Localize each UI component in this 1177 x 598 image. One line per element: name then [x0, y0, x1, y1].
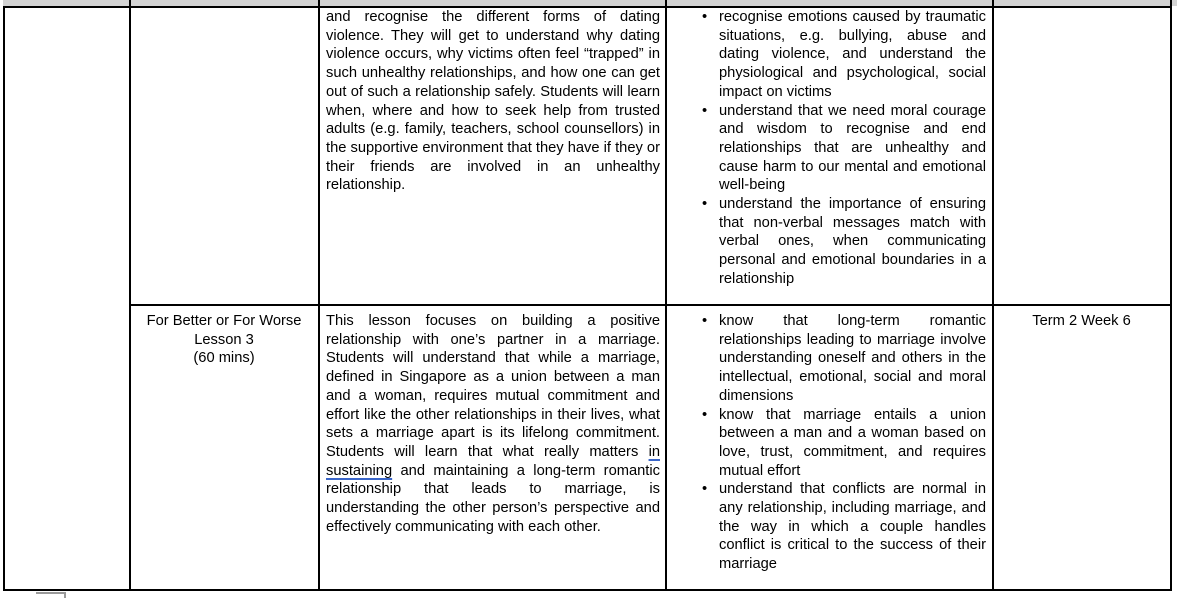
table-border-bottom — [3, 589, 1172, 591]
objective-item: • understand the importance of ensuring that non-verbal messages match with verbal ones, when communicating personal and emotional boundaries in a relationship — [666, 195, 992, 289]
lesson-number-line: Lesson 3 — [194, 331, 254, 348]
lesson-duration-line: (60 mins) — [193, 350, 255, 367]
objective-item: • understand that we need moral courage and wisdom to recognise and end relationships that are unhealthy and cause harm to our mental and emotional well-being — [666, 102, 992, 196]
objectives-list-row2 — [666, 312, 992, 574]
table-border-col-d-e — [992, 0, 994, 590]
description-text: and maintaining a long-term romantic relationship that leads to marriage, is understanding the other person’s perspective and effectively communicating with each other. — [326, 462, 660, 535]
clipped-element-corner — [36, 592, 66, 598]
table-border-col-b-c — [318, 0, 320, 590]
tracked-change-inserted-text: in sustaining — [326, 443, 660, 479]
objectives-list-row1 — [666, 8, 992, 289]
objective-item: • understand that conflicts are normal in any relationship, including marriage, and the way in which a couple handles conflict is critical to the success of their marriage — [666, 480, 992, 574]
lesson-description-row1: and recognise the different forms of dating violence. They will get to understand why dating violence occurs, why victims often feel “trapped” in such unhealthy relationships, and how one can get out of such a relationship safely. Students will learn when, where and how to seek help from trusted adults (e.g. family, teachers, school counsellors) in the supportive environment that they have if they or their friends are involved in an unhealthy relationship. — [326, 9, 660, 194]
lesson-title-line: For Better or For Worse — [146, 313, 302, 329]
description-text: This lesson focuses on building a positive relationship with one’s partner in a marriage. Students will understand that while a marriage, defined in Singapore as a union between a man and a woman, requires mutual commitment and effort like the other relationships in their lives, what sets a marriage apart is its lifelong commitment. Students will learn that what really matters — [326, 313, 660, 460]
table-border-col-a-b — [129, 0, 131, 590]
table-border-right — [1170, 0, 1172, 590]
objective-item: • recognise emotions caused by traumatic situations, e.g. bullying, abuse and dating violence, and understand the physiological and psychological, social impact on victims — [666, 8, 992, 102]
objective-item: • know that marriage entails a union between a man and a woman based on love, trust, commitment, and requires mutual effort — [666, 406, 992, 481]
schedule-row2: Term 2 Week 6 — [1032, 313, 1131, 329]
lesson-description-row2 — [326, 312, 660, 536]
objective-item: • know that long-term romantic relationships leading to marriage involve understanding oneself and others in the intellectual, emotional, social and moral dimensions — [666, 312, 992, 406]
table-row-divider — [129, 304, 1172, 306]
lesson-title-row2 — [131, 312, 317, 368]
table-border-left — [3, 7, 5, 590]
